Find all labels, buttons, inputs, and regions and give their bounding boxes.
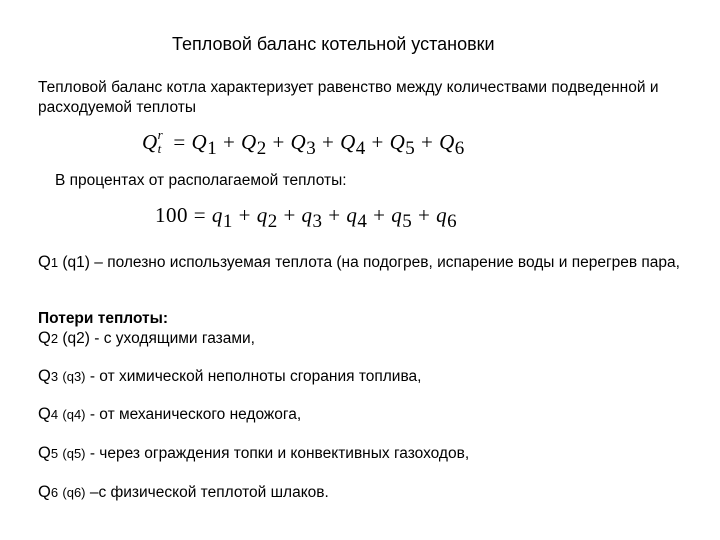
loss-index: 5: [50, 446, 59, 461]
loss-symbol: Q: [38, 367, 51, 385]
loss-index: 6: [50, 485, 59, 500]
loss-index: 4: [50, 407, 59, 422]
intro-paragraph: Тепловой баланс котла характеризует равенство между количествами подведенной и расходуемой теплоты: [38, 79, 659, 116]
loss-paren: (q6): [62, 485, 86, 500]
formula1-lhs-base: Q: [142, 130, 158, 154]
loss-paren: (q3): [62, 369, 86, 384]
formula1-rhs: = $Q_1 + Q_2 + Q_3 + Q_4 + Q_5 + Q_6$: [173, 130, 465, 159]
loss-item: [38, 329, 255, 348]
percent-balance-formula: $100 = q_1 + q_2 + q_3 + q_4 + q_5 + q_6$: [155, 203, 458, 232]
loss-paren: (q4): [62, 407, 86, 422]
formula1-lhs-sub: t: [157, 141, 162, 156]
loss-index: 2: [50, 331, 59, 346]
page-title: Тепловой баланс котельной установки: [172, 34, 495, 54]
q1-symbol: Q: [38, 253, 51, 271]
formula1-lhs-indices: [157, 127, 168, 156]
loss-paren: (q5): [62, 446, 86, 461]
percent-label: В процентах от располагаемой теплоты:: [55, 172, 347, 189]
q1-paren: (q1): [62, 254, 90, 271]
loss-item: [38, 444, 469, 463]
formula1-lhs-sup: r: [157, 127, 164, 142]
loss-text: –с физической теплотой шлаков.: [89, 484, 329, 501]
heat-balance-formula: [142, 127, 465, 160]
loss-text: - от химической неполноты сгорания топлива,: [89, 368, 422, 385]
loss-text: - через ограждения топки и конвективных газоходов,: [89, 445, 470, 462]
loss-text: - от механического недожога,: [89, 406, 302, 423]
losses-heading: Потери теплоты:: [38, 310, 169, 327]
q1-description: [38, 251, 703, 274]
loss-symbol: Q: [38, 444, 51, 462]
loss-index: 3: [50, 369, 59, 384]
loss-symbol: Q: [38, 329, 51, 347]
loss-text: - с уходящими газами,: [94, 330, 255, 347]
loss-item: [38, 405, 301, 424]
loss-paren: (q2): [62, 330, 90, 347]
q1-index: 1: [50, 255, 59, 270]
q1-text: – полезно используемая теплота (на подогрев, испарение воды и перегрев пара,: [94, 254, 680, 271]
loss-symbol: Q: [38, 405, 51, 423]
loss-symbol: Q: [38, 483, 51, 501]
loss-item: [38, 483, 329, 502]
loss-item: [38, 367, 421, 386]
